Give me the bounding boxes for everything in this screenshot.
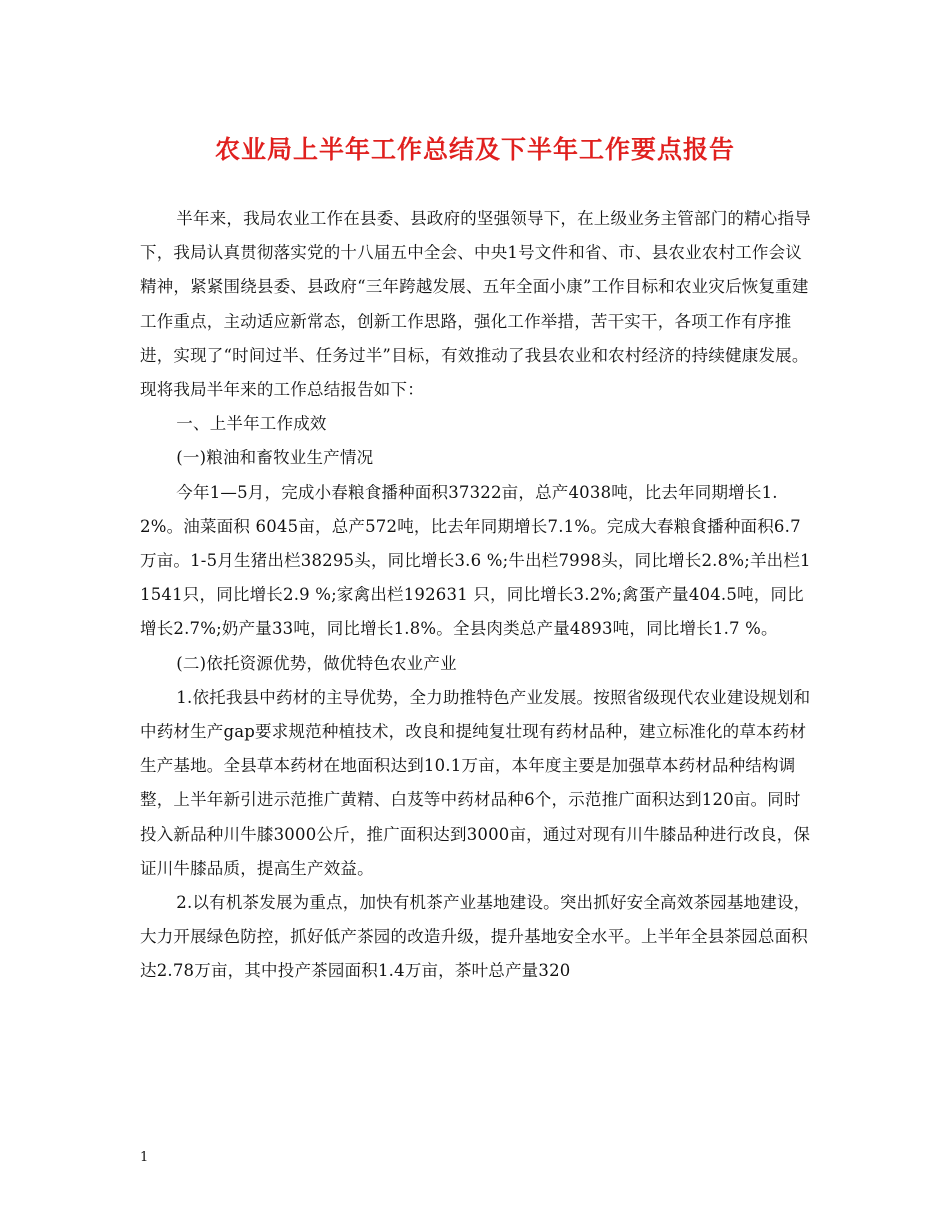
intro-paragraph: 半年来，我局农业工作在县委、县政府的坚强领导下，在上级业务主管部门的精心指导下，我局认真贯彻落实党的十八届五中全会、中央1号文件和省、市、县农业农村工作会议精神，紧紧围绕县委、县政府“三年跨越发展、五年全面小康”工作目标和农业灾后恢复重建工作重点，主动适应新常态，创新工作思路，强化工作举措，苦干实干，各项工作有序推进，实现了“时间过半、任务过半”目标，有效推动了我县农业和农村经济的持续健康发展。现将我局半年来的工作总结报告如下： (140, 209, 811, 400)
tea-industry-paragraph: 2.以有机茶发展为重点，加快有机茶产业基地建设。突出抓好安全高效茶园基地建设，大力开展绿色防控，抓好低产茶园的改造升级，提升基地安全水平。上半年全县茶园总面积达2.78万亩，其中投产茶园面积1.4万亩，茶叶总产量320 (140, 893, 811, 981)
document-title: 农业局上半年工作总结及下半年工作要点报告 (214, 135, 735, 164)
subsection-heading: (一)粮油和畜牧业生产情况 (176, 448, 374, 468)
page-number: 1 (140, 1150, 149, 1165)
production-paragraph: 今年1—5月，完成小春粮食播种面积37322亩，总产4038吨，比去年同期增长1.2%。油菜面积 6045亩，总产572吨，比去年同期增长7.1%。完成大春粮食播种面积6.7万亩。1-5月生猪出栏38295头，同比增长3.6 %;牛出栏7998头，同比增长2.8%;羊出栏11541只，同比增长2.9 %;家禽出栏192631 只，同比增长3.2%;禽蛋产量404.5吨，同比增长2.7%;奶产量33吨，同比增长1.8%。全县肉类总产量4893吨，同比增长1.7 %。 (140, 482, 811, 639)
document-body (140, 202, 812, 989)
subsection-heading: (二)依托资源优势，做优特色农业产业 (176, 653, 457, 673)
section-heading: 一、上半年工作成效 (176, 414, 327, 434)
medicinal-herbs-paragraph: 1.依托我县中药材的主导优势，全力助推特色产业发展。按照省级现代农业建设规划和中药材生产gap要求规范种植技术，改良和提纯复壮现有药材品种，建立标准化的草本药材生产基地。全县草本药材在地面积达到10.1万亩，本年度主要是加强草本药材品种结构调整，上半年新引进示范推广黄精、白芨等中药材品种6个，示范推广面积达到120亩。同时投入新品种川牛膝3000公斤，推广面积达到3000亩，通过对现有川牛膝品种进行改良，保证川牛膝品质，提高生产效益。 (140, 687, 811, 878)
